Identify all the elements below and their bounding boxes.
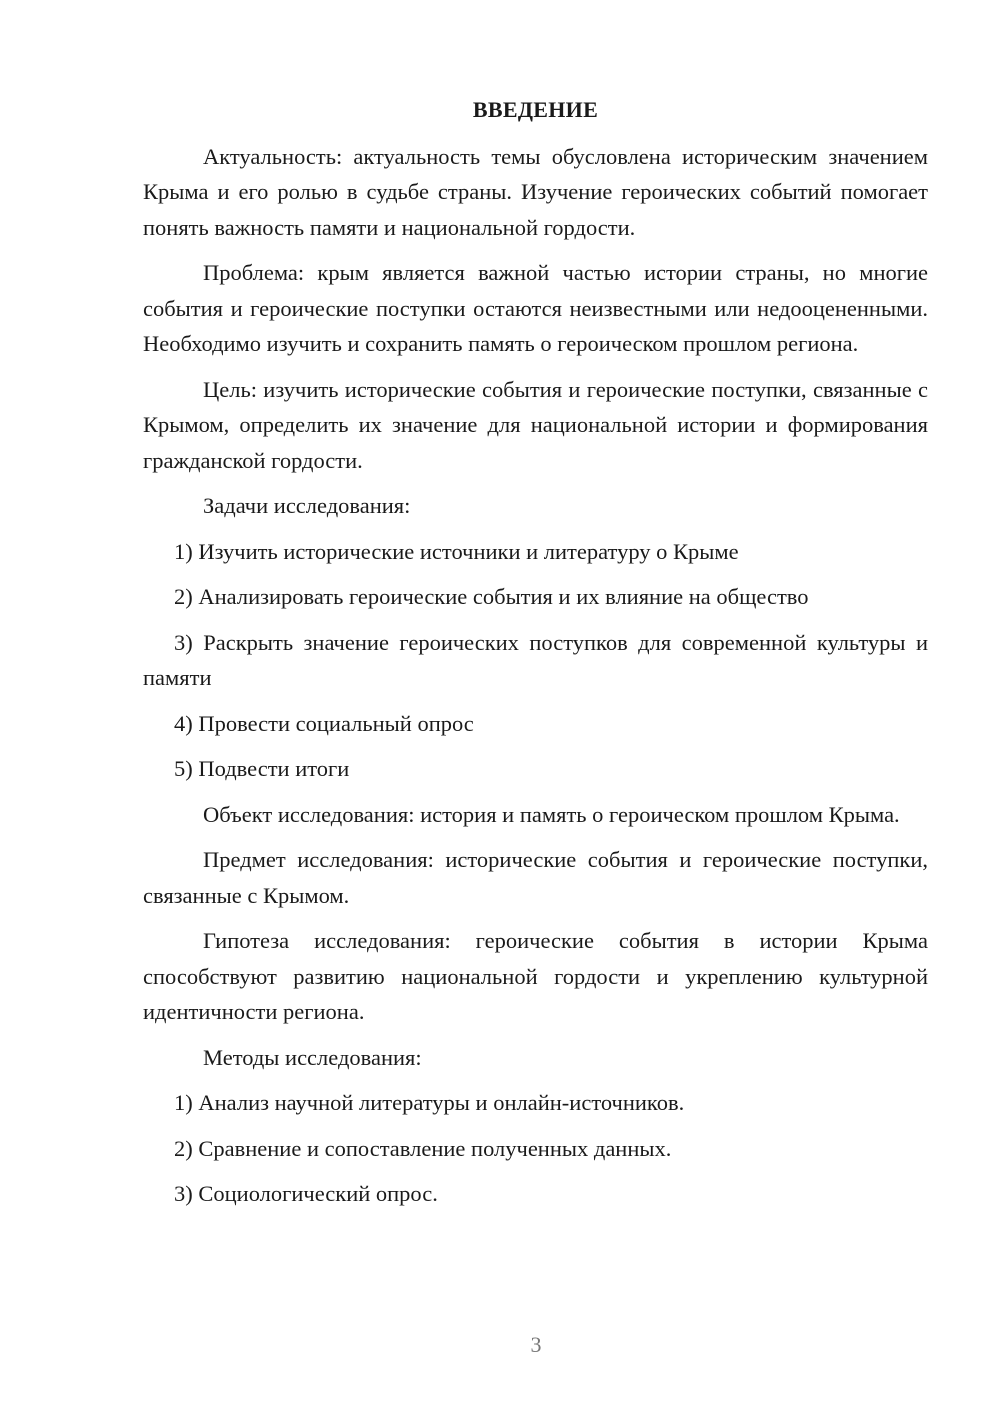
task-item-2: 2) Анализировать героические события и их влияние на общество bbox=[174, 584, 809, 609]
page-number: 3 bbox=[530, 1332, 542, 1357]
problem-paragraph: Проблема: крым является важной частью истории страны, но многие события и героические поступки остаются неизвестными или недооцененными. Необходимо изучить и сохранить память о героическом прошлом региона. bbox=[143, 260, 928, 356]
hypothesis-paragraph: Гипотеза исследования: героические события в истории Крыма способствуют развитию национальной гордости и укреплению культурной идентичности региона. bbox=[143, 928, 928, 1024]
task-item-5: 5) Подвести итоги bbox=[174, 756, 350, 781]
task-item-3: 3) Раскрыть значение героических поступков для современной культуры и памяти bbox=[143, 629, 928, 690]
task-item-1: 1) Изучить исторические источники и литературу о Крыме bbox=[174, 538, 739, 564]
section-title: ВВЕДЕНИЕ bbox=[472, 97, 599, 122]
object-paragraph: Объект исследования: история и память о героическом прошлом Крыма. bbox=[203, 801, 900, 827]
method-item-3: 3) Социологический опрос. bbox=[174, 1181, 438, 1206]
task-item-4: 4) Провести социальный опрос bbox=[174, 710, 474, 736]
relevance-paragraph: Актуальность: актуальность темы обусловлена историческим значением Крыма и его ролью в судьбе страны. Изучение героических событий помогает понять важность памяти и национальной гордости. bbox=[143, 143, 928, 240]
methods-heading: Методы исследования: bbox=[203, 1044, 422, 1070]
document-page bbox=[143, 92, 928, 1222]
goal-paragraph: Цель: изучить исторические события и героические поступки, связанные с Крымом, определить их значение для национальной истории и формирования гражданской гордости. bbox=[143, 376, 928, 473]
method-item-1: 1) Анализ научной литературы и онлайн-источников. bbox=[174, 1090, 685, 1115]
tasks-heading: Задачи исследования: bbox=[203, 493, 411, 518]
subject-paragraph: Предмет исследования: исторические события и героические поступки, связанные с Крымом. bbox=[143, 847, 928, 908]
method-item-2: 2) Сравнение и сопоставление полученных данных. bbox=[174, 1135, 672, 1161]
